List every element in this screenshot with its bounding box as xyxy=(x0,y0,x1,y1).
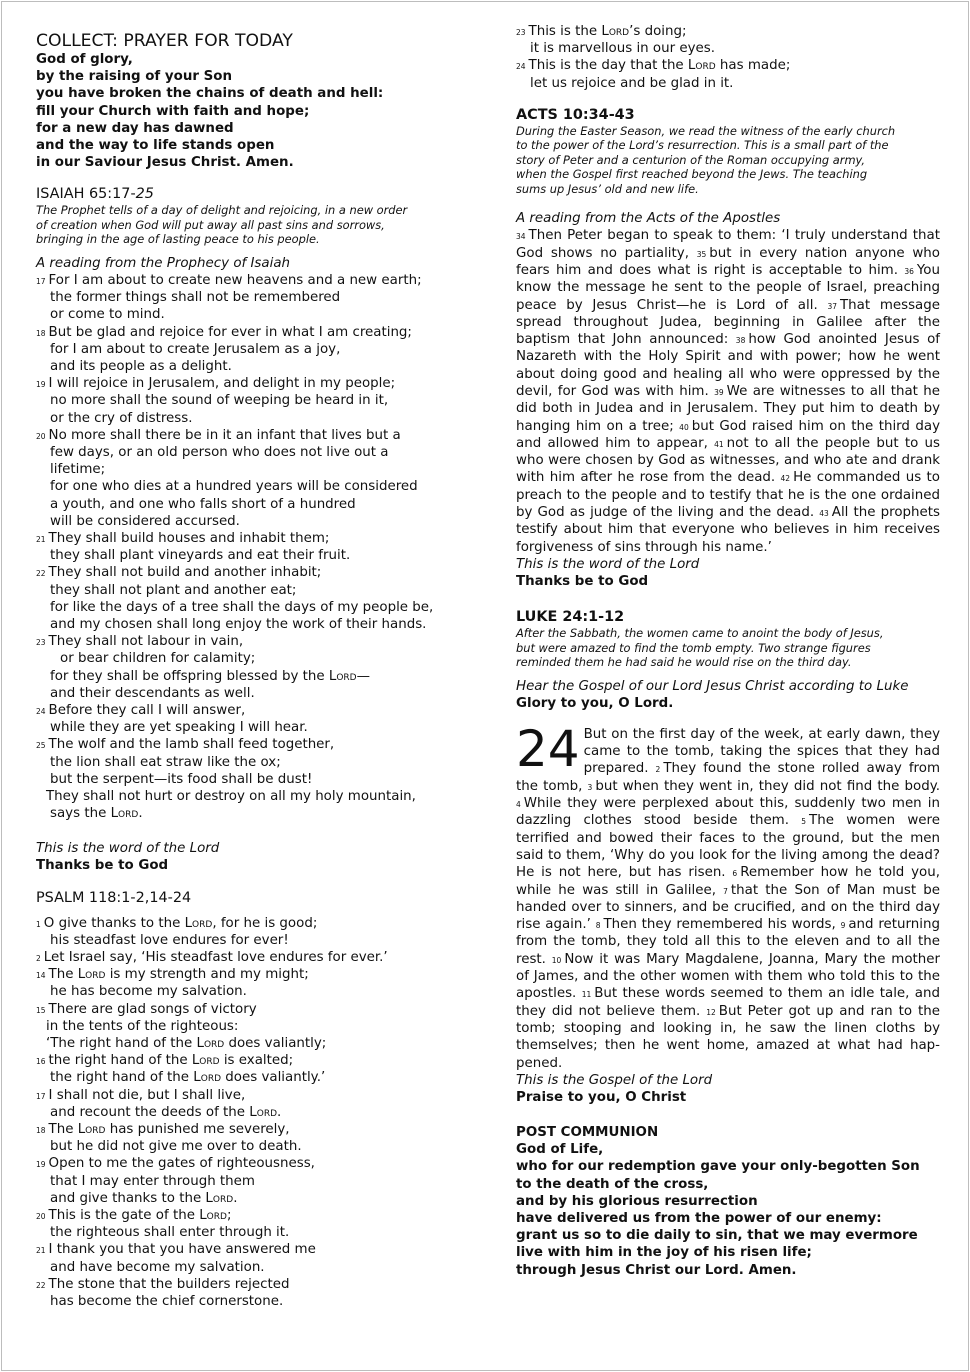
verse-number: 18 xyxy=(36,1126,46,1136)
acts-word: This is the word of the Lord xyxy=(516,556,700,572)
isaiah-heading: ISAIAH 65:17-25 xyxy=(36,186,154,203)
text-line: During the Easter Season, we read the witness of the early church xyxy=(516,123,896,138)
psalm-line xyxy=(36,1035,466,1052)
verse-line xyxy=(36,289,466,306)
luke-hear: Hear the Gospel of our Lord Jesus Christ according to Luke xyxy=(516,678,909,694)
lord-smallcaps: ord xyxy=(85,1122,106,1138)
psalm-text: The L xyxy=(48,1122,86,1138)
verse-line xyxy=(36,788,466,805)
text-line: fill your Church with faith and hope; xyxy=(36,103,310,119)
psalm-line xyxy=(516,23,940,40)
text-line: grant us so to die daily to sin, that we may evermore xyxy=(516,1228,918,1244)
verse-line xyxy=(36,478,466,495)
verse-number: 24 xyxy=(36,707,46,716)
lord-smallcaps: ord xyxy=(200,1070,222,1086)
psalm-text: he has become my salvation. xyxy=(50,984,247,1000)
verse-text: says the L xyxy=(50,806,119,822)
acts-text xyxy=(516,227,940,556)
verse-text: They shall build houses and inhabit them; xyxy=(48,530,330,546)
psalm-text: . xyxy=(233,1190,238,1206)
verse-line xyxy=(36,444,466,461)
verse-line xyxy=(36,582,466,599)
psalm-line xyxy=(36,1190,466,1207)
verse-line xyxy=(36,410,466,427)
text-line: sums up Jesus’ old and new life. xyxy=(516,181,699,196)
verse-line xyxy=(36,272,466,289)
luke-glory: Glory to you, O Lord. xyxy=(516,695,674,711)
verse-text: and my chosen shall long enjoy the work of their hands. xyxy=(50,616,427,632)
verse-text: that the Son of Man must be handed over to sinners, and be crucified, and on the third day rise again.’ xyxy=(516,882,940,933)
psalm-text: ‘The right hand of the L xyxy=(46,1036,204,1052)
luke-heading: LUKE 24:1-12 xyxy=(516,609,625,626)
luke-intro xyxy=(516,626,940,670)
psalm-text: The stone that the builders rejected xyxy=(48,1276,290,1292)
text-line: of creation when God will put away all past sins and sorrows, xyxy=(36,217,385,232)
psalm-line xyxy=(36,1087,466,1104)
verse-text: They shall not hurt or destroy on all my holy mountain, xyxy=(46,789,416,805)
psalm-verses-continued xyxy=(516,23,940,92)
verse-number: 5 xyxy=(801,817,807,827)
psalm-line xyxy=(36,1155,466,1172)
lord-smallcaps: ord xyxy=(256,1104,278,1120)
verse-line xyxy=(36,306,466,323)
verse-number: 38 xyxy=(735,336,746,346)
psalm-text: ’s doing; xyxy=(629,24,687,39)
verse-text: not to all the people but to us who were chosen by God as witnesses, and who ate and drank with him after he rose from the dead. xyxy=(516,435,940,486)
psalm-line xyxy=(36,1241,466,1258)
psalm-text: I thank you that you have answered me xyxy=(48,1242,316,1258)
right-column xyxy=(516,23,940,1279)
verse-text: or bear children for calamity; xyxy=(60,651,256,667)
psalm-text: The L xyxy=(48,967,86,983)
verse-number: 15 xyxy=(36,1005,46,1015)
verse-number: 4 xyxy=(516,800,521,810)
collect-prayer xyxy=(36,51,466,171)
verse-line xyxy=(36,513,466,530)
verse-line xyxy=(36,633,466,650)
verse-number: 2 xyxy=(36,954,41,964)
text-line: to the power of the Lord’s resurrection. This is a small part of the xyxy=(516,138,889,153)
psalm-text: I shall not die, but I shall live, xyxy=(48,1087,246,1103)
verse-line xyxy=(36,427,466,444)
verse-number: 18 xyxy=(36,328,46,338)
lord-smallcaps: ord xyxy=(199,1053,220,1069)
chapter-dropcap: 24 xyxy=(516,719,580,778)
verse-text: a youth, and one who falls short of a hundred xyxy=(50,496,356,512)
verse-line xyxy=(36,461,466,478)
psalm-line xyxy=(36,1018,466,1035)
verse-text: You know the message he sent to the people of Israel, preaching peace by Jesus Christ—he is Lord of all. xyxy=(516,262,940,313)
verse-line xyxy=(36,736,466,753)
text-line: have delivered us from the power of our enemy: xyxy=(516,1211,882,1227)
verse-text: The wolf and the lamb shall feed together, xyxy=(48,737,335,753)
verse-line xyxy=(36,616,466,633)
psalm-line xyxy=(36,1259,466,1276)
lord-smallcaps: ord xyxy=(118,806,139,822)
verse-number: 10 xyxy=(551,955,562,965)
verse-number: 40 xyxy=(679,422,689,432)
post-communion-section xyxy=(516,1124,940,1279)
verse-text: Then Peter began to speak to them: ‘I truly understand that God shows no partiality, xyxy=(516,228,940,261)
verse-line xyxy=(36,564,466,581)
verse-number: 23 xyxy=(36,638,46,648)
psalm-line xyxy=(36,1276,466,1293)
text-line: when the Gospel first reached beyond the Jews. The teaching xyxy=(516,167,868,182)
verse-number: 14 xyxy=(36,971,46,981)
text-line: for a new day has dawned xyxy=(36,120,234,136)
text-line: and by his glorious resurrection xyxy=(516,1193,758,1209)
period: . xyxy=(138,806,143,822)
verse-text: While they were perplexed about this, suddenly two men in dazzling clothes stood beside them. xyxy=(516,796,940,829)
isaiah-intro xyxy=(36,203,466,247)
acts-reading-title: A reading from the Acts of the Apostles xyxy=(516,211,781,227)
text-line: but were amazed to find the tomb empty. Two strange figures xyxy=(516,640,871,655)
post-communion-heading: POST COMMUNION xyxy=(516,1125,659,1140)
verse-text: They found the stone rolled away from the tomb, xyxy=(516,761,940,794)
acts-section xyxy=(516,106,940,590)
psalm-text: and have become my salvation. xyxy=(50,1259,265,1275)
verse-text: That message spread throughout Judea, beginning in Galilee after the baptism that John announced: xyxy=(516,297,941,348)
verse-number: 42 xyxy=(780,474,791,484)
verse-text: lifetime; xyxy=(50,462,106,478)
verse-number: 43 xyxy=(819,509,829,519)
verse-line xyxy=(36,805,466,822)
psalm-line xyxy=(36,1121,466,1138)
verse-number: 19 xyxy=(36,380,46,390)
verse-text: for I am about to create Jerusalem as a joy, xyxy=(50,341,341,357)
psalm-text: the right hand of the L xyxy=(48,1053,200,1069)
verse-text: or come to mind. xyxy=(50,307,165,323)
psalm-text: ; xyxy=(226,1208,232,1224)
verse-text: The women were terrified and bowed their faces to the ground, but the men said to them, ‘Why do you look for the living among the dead? He is not here, but has risen. xyxy=(516,813,940,881)
psalm-line xyxy=(36,1001,466,1018)
verse-line xyxy=(36,547,466,564)
psalm-text: Open to me the gates of righteousness, xyxy=(48,1156,315,1172)
isaiah-section xyxy=(36,185,466,874)
psalm-text: This is the gate of the L xyxy=(48,1208,207,1224)
text-line: who for our redemption gave your only-begotten Son xyxy=(516,1159,920,1175)
verse-number: 25 xyxy=(36,741,46,751)
psalm-line xyxy=(36,966,466,983)
text-line: and the way to life stands open xyxy=(36,138,275,154)
lord-smallcaps: ord xyxy=(212,1190,234,1206)
verse-text: the lion shall eat straw like the ox; xyxy=(50,754,281,770)
psalm-text: let us rejoice and be glad in it. xyxy=(530,75,734,91)
verse-number: 11 xyxy=(581,990,592,1000)
psalm-text: his steadfast love endures for ever! xyxy=(50,932,289,948)
psalm-text: that I may enter through them xyxy=(50,1173,255,1189)
verse-text: All the prophets testify about him that everyone who believes in him receives forgiveness of sins through his name.’ xyxy=(516,505,940,555)
psalm-line xyxy=(36,1293,466,1310)
left-column xyxy=(36,31,466,1310)
psalm-line xyxy=(36,1224,466,1241)
verse-text: but God raised him on the third day and allowed him to appear, xyxy=(516,418,940,451)
text-line: live with him in the joy of his risen life; xyxy=(516,1245,812,1261)
dash: — xyxy=(356,668,371,684)
verse-number: 2 xyxy=(655,765,661,775)
lord-smallcaps: ord xyxy=(192,915,213,931)
verse-line xyxy=(36,599,466,616)
verse-line xyxy=(36,358,466,375)
verse-text: while they are yet speaking I will hear. xyxy=(50,720,308,736)
text-line: After the Sabbath, the women came to anoint the body of Jesus, xyxy=(516,626,884,641)
verse-number: 41 xyxy=(714,439,724,449)
text-line: bringing in the age of lasting peace to his people. xyxy=(36,232,320,247)
psalm-line xyxy=(516,57,940,74)
verse-text: We are witnesses to all that he did both in Judea and in Jerusalem. They put him to death by hanging him on a tree; xyxy=(516,383,940,434)
text-line: story of Peter and a centurion of the Roman occupying army, xyxy=(516,152,866,167)
verse-text: no more shall the sound of weeping be heard in it, xyxy=(50,393,389,409)
verse-number: 7 xyxy=(723,886,728,896)
verse-line xyxy=(36,685,466,702)
psalm-line xyxy=(36,1138,466,1155)
verse-text: or the cry of distress. xyxy=(50,410,193,426)
psalm-text: and give thanks to the L xyxy=(50,1190,213,1206)
verse-number: 39 xyxy=(714,387,724,397)
lord-smallcaps: ord xyxy=(203,1036,225,1052)
verse-number: 17 xyxy=(36,1091,46,1101)
verse-number: 37 xyxy=(827,301,837,311)
lord-smallcaps: ord xyxy=(85,967,106,983)
psalm-section xyxy=(36,889,466,1311)
verse-text: they shall not plant and another eat; xyxy=(50,582,297,598)
psalm-line xyxy=(36,949,466,966)
isaiah-response: Thanks be to God xyxy=(36,858,169,874)
verse-line xyxy=(36,392,466,409)
psalm-line xyxy=(36,1104,466,1121)
psalm-text: and recount the deeds of the L xyxy=(50,1104,257,1120)
verse-text: Now it was Mary Magdalene, Joanna, Mary the mother of James, and the other women with them who told this to the apostles. xyxy=(516,951,940,1002)
verse-text: But Peter got up and ran to the tomb; stooping and looking in, he saw the linen cloths by themselves; then he went home, amazed at what had happened. xyxy=(516,1003,940,1071)
psalm-heading: PSALM 118:1-2,14-24 xyxy=(36,889,192,906)
text-line: you have broken the chains of death and hell: xyxy=(36,86,384,102)
psalm-line xyxy=(516,75,940,92)
verse-text: They shall not labour in vain, xyxy=(48,634,244,650)
verse-text: He commanded us to preach to the people and to testify that he is the one ordained by God as judge of the living and the dead. xyxy=(516,470,940,521)
verse-text: they shall plant vineyards and eat their fruit. xyxy=(50,548,351,564)
verse-number: 8 xyxy=(595,921,601,931)
psalm-text: O give thanks to the L xyxy=(43,915,193,931)
psalm-text: it is marvellous in our eyes. xyxy=(530,41,715,57)
verse-text: For I am about to create new heavens and a new earth; xyxy=(48,272,422,288)
verse-text: few days, or an old person who does not live out a xyxy=(50,444,389,460)
acts-response: Thanks be to God xyxy=(516,573,649,589)
verse-number: 9 xyxy=(840,921,846,931)
verse-text: will be considered accursed. xyxy=(50,513,240,529)
text-line: to the death of the cross, xyxy=(516,1176,709,1192)
verse-text: Before they call I will answer, xyxy=(48,703,246,718)
psalm-text: Let Israel say, ‘His steadfast love endures for ever.’ xyxy=(43,950,388,966)
verse-text: and their descendants as well. xyxy=(50,685,255,701)
verse-text: but when they went in, they did not find the body. xyxy=(595,778,941,794)
verse-number: 36 xyxy=(904,266,914,276)
verse-number: 16 xyxy=(36,1057,46,1067)
verse-number: 6 xyxy=(732,869,738,879)
text-line: reminded them he had said he would rise on the third day. xyxy=(516,655,852,670)
verse-number: 12 xyxy=(706,1007,716,1017)
verse-line xyxy=(36,754,466,771)
luke-word: This is the Gospel of the Lord xyxy=(516,1072,713,1088)
verse-text: They shall not build and another inhabit; xyxy=(48,565,322,581)
lord-smallcaps: ord xyxy=(206,1208,227,1224)
isaiah-verses xyxy=(36,272,466,823)
text-line: God of Life, xyxy=(516,1142,604,1158)
verse-text: Then they remembered his words, xyxy=(603,917,841,933)
verse-text: Remember how he told you, while he was still in Galilee, xyxy=(516,865,940,898)
psalm-line xyxy=(36,1052,466,1069)
luke-section xyxy=(516,608,940,1106)
verse-number: 22 xyxy=(36,569,46,579)
verse-line xyxy=(36,375,466,392)
psalm-text: This is the L xyxy=(528,24,609,39)
verse-number: 35 xyxy=(696,249,707,259)
psalm-text: There are glad songs of victory xyxy=(48,1001,257,1017)
verse-text: the former things shall not be remembered xyxy=(50,290,341,306)
psalm-verses xyxy=(36,915,466,1311)
verse-number: 17 xyxy=(36,276,46,286)
verse-text: But be glad and rejoice for ever in what I am creating; xyxy=(48,324,412,340)
text-line: by the raising of your Son xyxy=(36,69,233,85)
verse-text: But these words seemed to them an idle tale, and they did not believe them. xyxy=(516,986,940,1019)
lord-smallcaps: ord xyxy=(608,24,630,39)
psalm-text: , for he is good; xyxy=(212,915,318,931)
verse-number: 34 xyxy=(516,232,526,242)
psalm-text: is my strength and my might; xyxy=(105,967,309,983)
verse-text: No more shall there be in it an infant that lives but a xyxy=(48,427,401,443)
psalm-text: does valiantly; xyxy=(224,1036,327,1052)
verse-number: 21 xyxy=(36,1246,46,1256)
post-communion-prayer xyxy=(516,1141,940,1279)
luke-response: Praise to you, O Christ xyxy=(516,1089,687,1105)
psalm-text: is exalted; xyxy=(219,1053,294,1069)
verse-line xyxy=(36,650,466,667)
verse-number: 23 xyxy=(516,28,526,37)
verse-text: how God anointed Jesus of Nazareth with the Holy Spirit and with power; how he went about doing good and healing all who were oppressed by the devil, for God was with him. xyxy=(516,332,940,399)
psalm-text: This is the day that the L xyxy=(528,58,696,74)
lord-smallcaps: ord xyxy=(695,58,716,74)
verse-number: 20 xyxy=(36,1212,46,1222)
psalm-text: the right hand of the L xyxy=(50,1070,201,1086)
isaiah-word: This is the word of the Lord xyxy=(36,841,220,857)
verse-line xyxy=(36,530,466,547)
acts-heading: ACTS 10:34-43 xyxy=(516,106,635,123)
lord-smallcaps: ord xyxy=(336,668,357,684)
luke-text xyxy=(516,719,941,1072)
verse-number: 20 xyxy=(36,431,46,441)
psalm-line xyxy=(36,1207,466,1224)
verse-number: 22 xyxy=(36,1280,46,1290)
verse-number: 19 xyxy=(36,1160,46,1170)
psalm-line xyxy=(36,1069,466,1086)
text-line: The Prophet tells of a day of delight and rejoicing, in a new order xyxy=(36,203,408,218)
verse-text: for one who dies at a hundred years will be considered xyxy=(50,479,418,495)
psalm-text: has punished me severely, xyxy=(105,1122,290,1138)
verse-text: for they shall be offspring blessed by the L xyxy=(50,668,337,684)
verse-text: but in every nation anyone who fears him and does what is right is acceptable to him. xyxy=(516,245,940,278)
verse-text: and its people as a delight. xyxy=(50,358,232,374)
verse-number: 21 xyxy=(36,534,46,544)
verse-line xyxy=(36,771,466,788)
collect-section xyxy=(36,31,466,171)
psalm-text: the righteous shall enter through it. xyxy=(50,1225,290,1241)
verse-text: for like the days of a tree shall the days of my people be, xyxy=(50,599,434,615)
text-line: in our Saviour Jesus Christ. Amen. xyxy=(36,155,294,171)
verse-text: But on the first day of the week, at early dawn, they came to the tomb, taking the spices that they had prepared. xyxy=(583,726,940,777)
psalm-text: has made; xyxy=(715,58,791,74)
verse-text: and returning from the tomb, they told all this to the eleven and to all the rest. xyxy=(516,917,940,967)
psalm-text: in the tents of the righteous: xyxy=(46,1018,239,1034)
verse-line xyxy=(36,341,466,358)
psalm-line xyxy=(36,932,466,949)
verse-line xyxy=(36,702,466,719)
psalm-text: has become the chief cornerstone. xyxy=(50,1294,284,1310)
verse-text: I will rejoice in Jerusalem, and delight in my people; xyxy=(48,376,396,392)
psalm-line xyxy=(36,915,466,932)
psalm-text: . xyxy=(277,1104,282,1120)
acts-intro xyxy=(516,124,940,197)
verse-number: 24 xyxy=(516,62,526,72)
verse-line xyxy=(36,668,466,685)
verse-line xyxy=(36,719,466,736)
verse-number: 1 xyxy=(36,919,41,929)
text-line: God of glory, xyxy=(36,52,133,67)
psalm-line xyxy=(36,983,466,1000)
text-line: through Jesus Christ our Lord. Amen. xyxy=(516,1262,797,1278)
verse-line xyxy=(36,324,466,341)
psalm-text: but he did not give me over to death. xyxy=(50,1139,302,1155)
verse-line xyxy=(36,496,466,513)
verse-number: 3 xyxy=(587,782,593,792)
collect-heading: COLLECT: PRAYER FOR TODAY xyxy=(36,31,293,51)
psalm-line xyxy=(516,40,940,57)
psalm-line xyxy=(36,1173,466,1190)
psalm-text: does valiantly.’ xyxy=(221,1070,326,1086)
verse-text: but the serpent—its food shall be dust! xyxy=(50,771,313,787)
isaiah-reading-title: A reading from the Prophecy of Isaiah xyxy=(36,255,291,271)
